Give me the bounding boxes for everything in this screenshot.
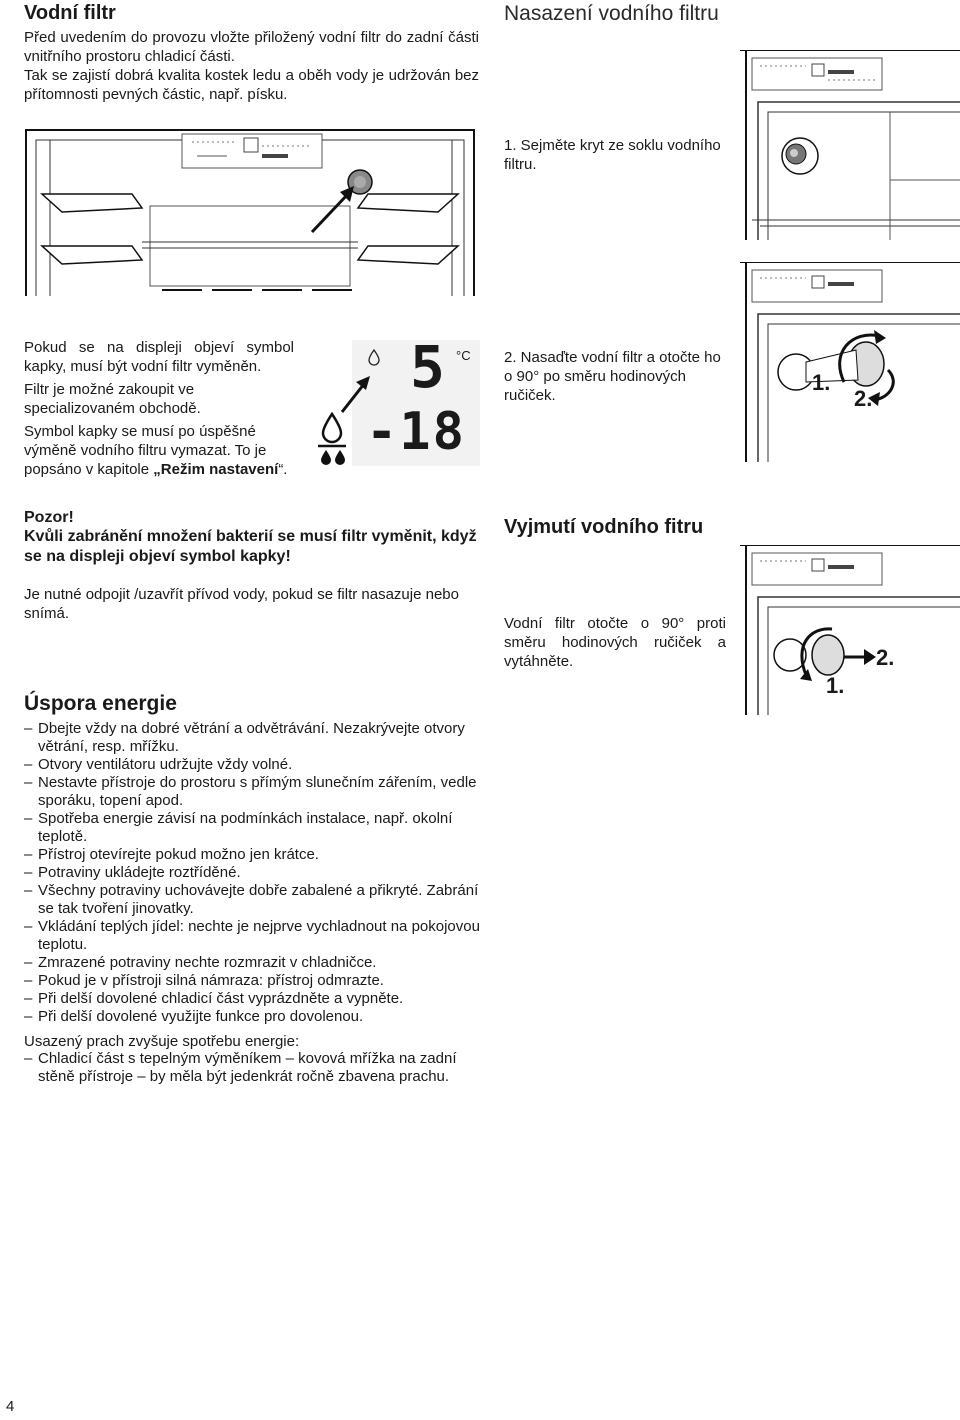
energy-tip: – Nestavte přístroje do prostoru s přímým slunečním zářením, vedle sporáku, topení apod. [24,774,480,810]
energy-tip: – Potraviny ukládejte roztříděné. [24,864,480,882]
display-symbol-text [24,338,294,479]
remove-illustration [740,545,960,715]
step2-illustration [740,262,960,462]
display-digit-top: 5 [410,333,445,401]
dust-intro: Usazený prach zvyšuje spotřebu energie: [24,1033,300,1050]
warning-text: Kvůli zabránění množení bakterií se musí filtr vyměnit, když se na displeji objeví symbol kapky! [24,528,477,565]
display-digit-bottom: -18 [366,402,466,462]
energy-tip: – Při delší dovolené chladicí část vyprázdněte a vypněte. [24,990,480,1008]
heading-remove-filter: Vyjmutí vodního fitru [504,516,704,538]
page-number: 4 [6,1398,15,1415]
dust-list [24,1050,480,1086]
display-unit: °C [456,348,471,363]
replace-filter-paragraph: Pokud se na displeji objeví symbol kapky, musí být vodní filtr vyměněn. [24,339,294,375]
energy-tip: – Vkládání teplých jídel: nechte je nejprve vychladnout na pokojovou teplotu. [24,918,480,954]
intro-paragraph-2: Tak se zajistí dobrá kvalita kostek ledu a oběh vody je udržován bez přítomnosti pevných částic, např. písku. [24,67,479,103]
water-supply-note: Je nutné odpojit /uzavřít přívod vody, pokud se filtr nasazuje nebo snímá. [24,586,459,622]
energy-tip: – Všechny potraviny uchovávejte dobře zabalené a přikryté. Zabrání se tak tvoření jinovatky. [24,882,480,918]
step2-fig-label-1: 1. [812,370,831,395]
energy-tip: – Spotřeba energie závisí na podmínkách instalace, např. okolní teplotě. [24,810,480,846]
energy-tip: – Pokud je v přístroji silná námraza: přístroj odmrazte. [24,972,480,990]
remove-fig-label-1: 1. [826,673,845,698]
energy-tip: – Při delší dovolené využijte funkce pro dovolenou. [24,1008,480,1026]
heading-water-filter: Vodní filtr [24,2,116,24]
energy-tip: – Přístroj otevírejte pokud možno jen krátce. [24,846,480,864]
warning-title: Pozor! [24,509,74,526]
fridge-interior-illustration [22,128,478,298]
energy-tip: – Otvory ventilátoru udržujte vždy volné. [24,756,480,774]
reset-symbol-paragraph [24,422,294,479]
intro-paragraph-1: Před uvedením do provozu vložte přiložený vodní filtr do zadní části vnitřního prostoru chladicí části. [24,29,479,65]
purchase-paragraph: Filtr je možné zakoupit ve specializovaném obchodě. [24,381,201,417]
energy-tip: – Zmrazené potraviny nechte rozmrazit v chladničce. [24,954,480,972]
heading-energy-saving: Úspora energie [24,692,177,715]
settings-mode-reference: „Režim nastavení [153,461,279,478]
remove-text: Vodní filtr otočte o 90° proti směru hodinových ručiček a vytáhněte. [504,615,726,670]
reset-symbol-end: “. [278,461,288,478]
warning-block [24,508,484,567]
heading-insert-filter: Nasazení vodního filtru [504,2,719,25]
step1-illustration [740,50,960,240]
intro-block [24,28,479,104]
reset-symbol-text: Symbol kapky se musí po úspěšné výměně vodního filtru vymazat. To je popsáno v kapitole [24,423,267,478]
step2-fig-label-2: 2. [854,386,873,411]
dust-tip: – Chladicí část s tepelným výměníkem – kovová mřížka na zadní stěně přístroje – by měla být jedenkrát ročně zbavena prachu. [24,1050,480,1086]
remove-fig-label-2: 2. [876,645,895,670]
step1-text: 1. Sejměte kryt ze soklu vodního filtru. [504,137,721,173]
energy-tip: – Dbejte vždy na dobré větrání a odvětrávání. Nezakrývejte otvory větrání, resp. mřížku. [24,720,480,756]
energy-tips-list [24,720,480,1026]
step2-text: 2. Nasaďte vodní filtr a otočte ho o 90° po směru hodinových ručiček. [504,349,721,404]
display-illustration [312,333,482,468]
